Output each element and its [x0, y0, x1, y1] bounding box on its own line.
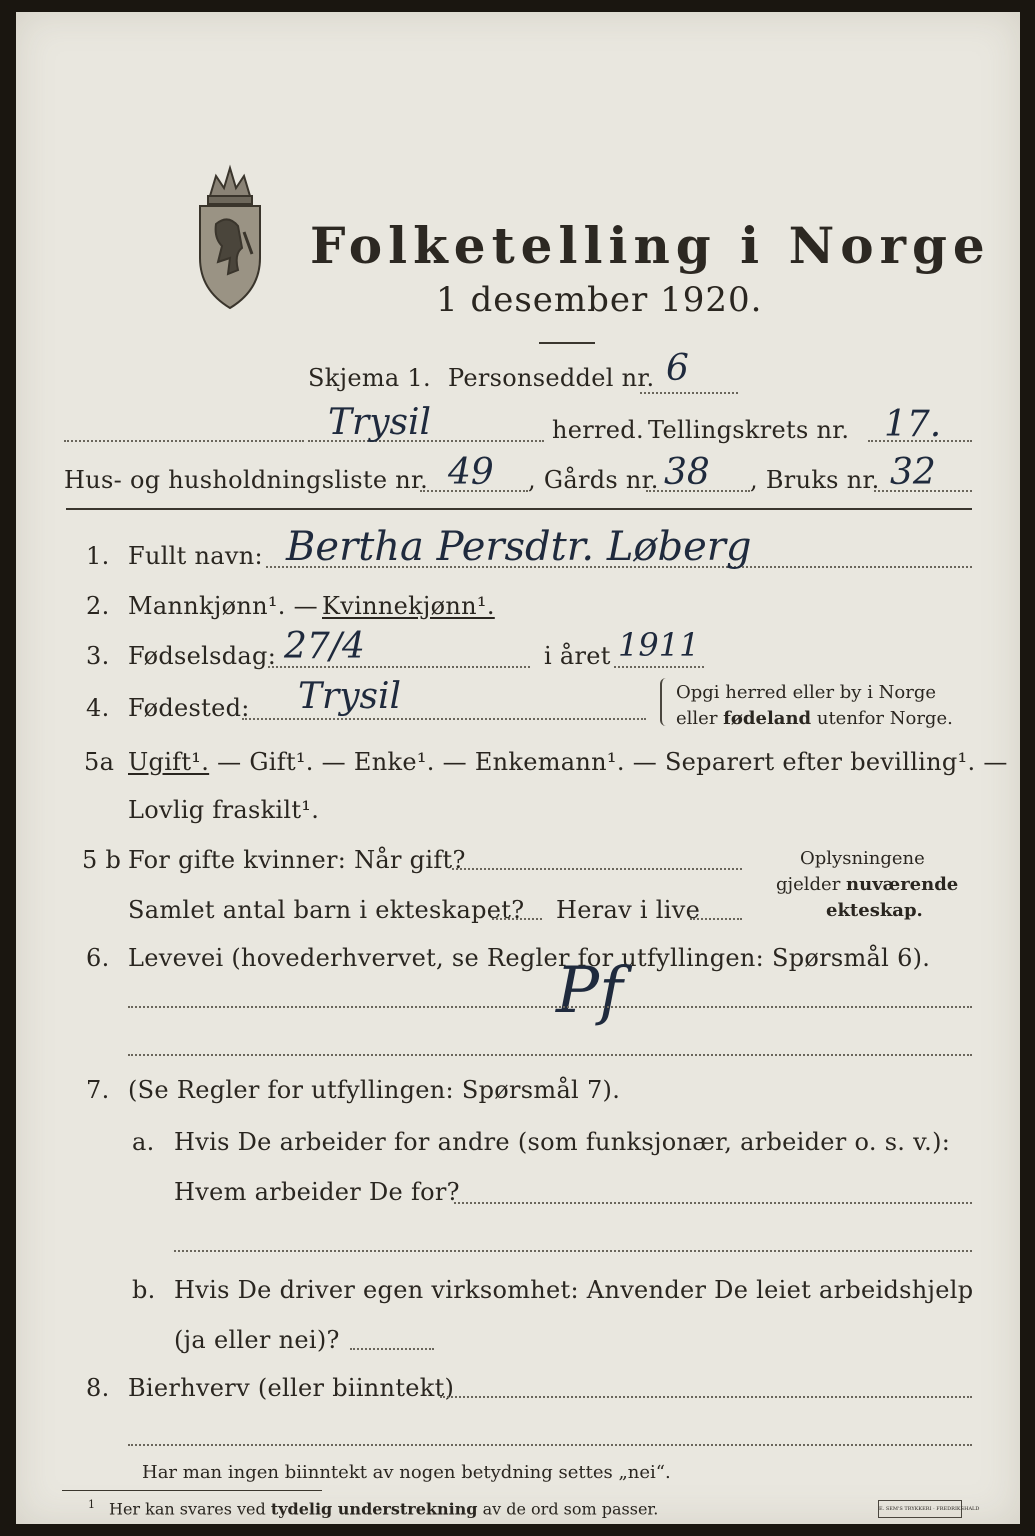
q7a-letter: a.	[132, 1128, 155, 1156]
q7-label: (Se Regler for utfyllingen: Spørsmål 7).	[128, 1076, 621, 1104]
herred-value: Trysil	[328, 402, 432, 443]
q5b-note-2: gjelder nuværende	[776, 874, 959, 895]
coat-of-arms-icon	[188, 162, 272, 312]
q7b-question: (ja eller nei)?	[174, 1326, 340, 1354]
q5b-number: 5 b	[82, 846, 122, 874]
q2-female: Kvinnekjønn¹.	[322, 592, 495, 620]
q5b-married-line	[452, 868, 742, 870]
q8-note: Har man ingen biinntekt av nogen betydning settes „nei“.	[142, 1462, 671, 1483]
q8-number: 8.	[86, 1374, 110, 1402]
q7b-text: Hvis De driver egen virksomhet: Anvender De leiet arbeidshjelp	[174, 1276, 974, 1304]
q7a-line-2	[174, 1250, 972, 1252]
herred-prefix-line	[64, 440, 304, 442]
q4-line	[242, 718, 646, 720]
q4-label: Fødested:	[128, 694, 250, 722]
census-form-sheet	[16, 12, 1020, 1524]
q1-number: 1.	[86, 542, 110, 570]
q5a-ugift: Ugift¹.	[128, 748, 210, 776]
header-divider	[66, 508, 972, 510]
q5a-number: 5a	[84, 748, 115, 776]
hus-label: Hus- og husholdningsliste nr.	[64, 466, 429, 494]
bruks-label: , Bruks nr.	[750, 466, 880, 494]
q3-year-line	[614, 666, 704, 668]
q3-number: 3.	[86, 642, 110, 670]
q8-line-1	[440, 1396, 972, 1398]
gards-value: 38	[664, 452, 710, 493]
herred-label: herred.	[552, 416, 644, 444]
q6-label: Levevei (hovederhvervet, se Regler for utfyllingen: Spørsmål 6).	[128, 944, 931, 972]
skjema-label: Skjema 1.	[308, 364, 431, 392]
q3-value: 27/4	[284, 626, 365, 667]
q5b-line1: For gifte kvinner: Når gift?	[128, 846, 466, 874]
q4-note-2: eller fødeland utenfor Norge.	[676, 708, 953, 729]
gards-label: , Gårds nr.	[528, 466, 659, 494]
bruks-value: 32	[890, 452, 936, 493]
q7a-line-1	[454, 1202, 972, 1204]
q5b-children-label: Samlet antal barn i ekteskapet?	[128, 896, 525, 924]
q7a-text: Hvis De arbeider for andre (som funksjonær, arbeider o. s. v.):	[174, 1128, 951, 1156]
q5b-alive-line	[690, 918, 742, 920]
q7b-line	[350, 1348, 434, 1350]
tellingskrets-value: 17.	[884, 404, 942, 445]
q6-line-1	[128, 1006, 972, 1008]
q5b-note-3: ekteskap.	[826, 900, 923, 921]
q2-number: 2.	[86, 592, 110, 620]
personseddel-value: 6	[666, 348, 689, 389]
footnote: $^1$ Her kan svares ved tydelig understrekning av de ord som passer.	[88, 1498, 659, 1519]
q7a-question: Hvem arbeider De for?	[174, 1178, 460, 1206]
q6-line-2	[128, 1054, 972, 1056]
q3-label: Fødselsdag:	[128, 642, 277, 670]
q5a-line2: Lovlig fraskilt¹.	[128, 796, 320, 824]
form-title: Folketelling i Norge	[310, 216, 991, 275]
census-date: 1 desember 1920.	[436, 280, 763, 320]
q4-value: Trysil	[298, 676, 402, 717]
tellingskrets-label: Tellingskrets nr.	[648, 416, 850, 444]
q5a-options: Ugift¹. — Gift¹. — Enke¹. — Enkemann¹. — Separert efter bevilling¹. —	[128, 748, 1008, 776]
title-divider	[539, 342, 595, 344]
q7b-letter: b.	[132, 1276, 156, 1304]
footnote-divider	[62, 1490, 322, 1491]
q4-number: 4.	[86, 694, 110, 722]
q3-year-label: i året	[544, 642, 611, 670]
personseddel-line	[640, 392, 738, 394]
q1-value: Bertha Persdtr. Løberg	[286, 524, 752, 570]
personseddel-label: Personseddel nr.	[448, 364, 655, 392]
hus-value: 49	[448, 452, 494, 493]
q3-year-value: 1911	[618, 626, 700, 664]
q5b-alive-label: Herav i live	[556, 896, 701, 924]
q5b-note-1: Oplysningene	[800, 848, 925, 869]
q7-number: 7.	[86, 1076, 110, 1104]
q1-label: Fullt navn:	[128, 542, 263, 570]
q5b-children-line	[492, 918, 542, 920]
q2-male: Mannkjønn¹. —	[128, 592, 318, 620]
q8-label: Bierhverv (eller biinntekt)	[128, 1374, 455, 1402]
q4-brace	[660, 678, 670, 726]
printer-stamp: E. SEM'S TRYKKERI · FREDRIKSHALD	[878, 1500, 962, 1518]
q6-value: Pf	[556, 954, 623, 1028]
q4-note-1: Opgi herred eller by i Norge	[676, 682, 937, 703]
q6-number: 6.	[86, 944, 110, 972]
q8-line-2	[128, 1444, 972, 1446]
